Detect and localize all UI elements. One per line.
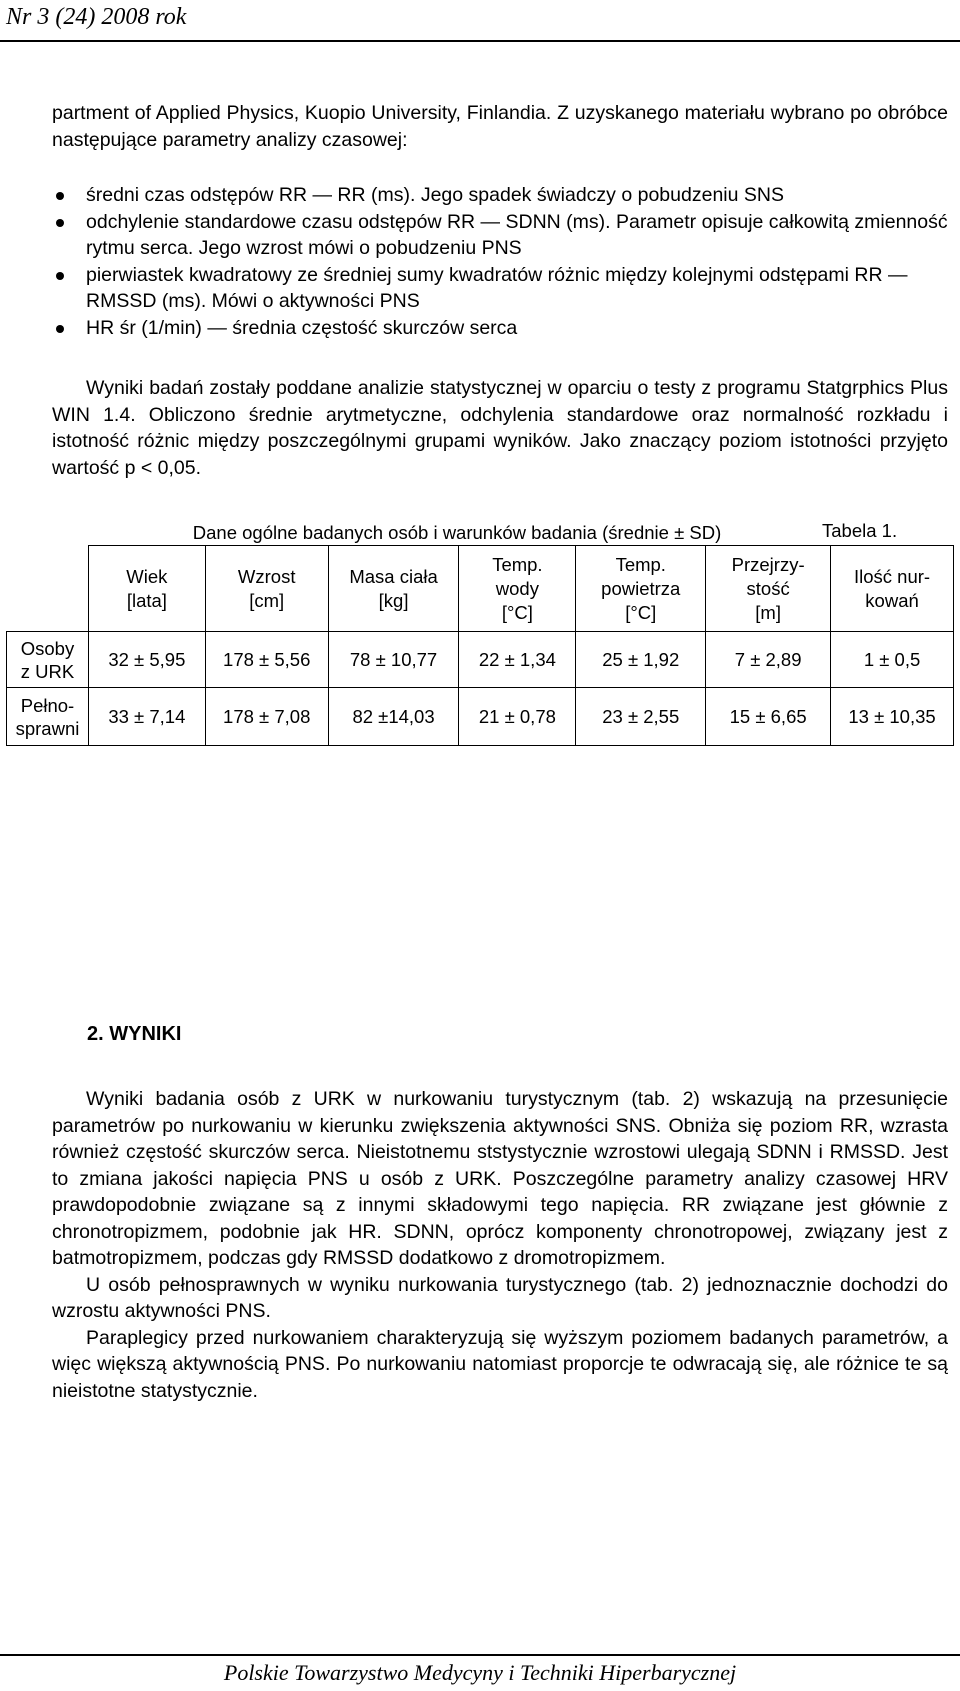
intro-paragraph (52, 100, 948, 153)
bullet-icon (56, 325, 64, 333)
bullet-icon (56, 219, 64, 227)
table-cell: 13 ± 10,35 (831, 688, 954, 746)
parameter-text: odchylenie standardowe czasu odstępów RR — SDNN (ms). Parametr opisuje całkowitą zmienność rytmu serca. Jego wzrost mówi o pobudzeniu PNS (86, 210, 948, 259)
parameter-list (52, 182, 948, 341)
data-table (6, 545, 954, 746)
table-cell: 15 ± 6,65 (706, 688, 831, 746)
table-cell: 178 ± 5,56 (205, 632, 328, 688)
footer-rule (0, 1654, 960, 1656)
table-cell: 23 ± 2,55 (576, 688, 706, 746)
header-water-temp: Temp. wody [°C] (459, 546, 576, 632)
table-cell: 22 ± 1,34 (459, 632, 576, 688)
table-cell: 178 ± 7,08 (205, 688, 328, 746)
row-group-label: Pełno- sprawni (7, 688, 89, 746)
page-header (0, 0, 960, 44)
header-visibility: Przejrzy- stość [m] (706, 546, 831, 632)
table-cell: 33 ± 7,14 (88, 688, 205, 746)
results-paragraph: Wyniki badania osób z URK w nurkowaniu turystycznym (tab. 2) wskazują na przesunięcie parametrów po nurkowaniu w kierunku zwiększenia aktywności SNS. Obniża się poziom RR, wzrasta również częstość skurczów serca. Nieistotnemu ststystycznie wzrostowi ulegają SDNN i RMSSD. Jest to zmiana jakości napięcia PNS u osób z URK. Poszczególne parametry analizy czasowej HRV prawdopodobnie związane są z innymi składowymi tego napięcia. RR związane jest głównie z chronotropizmem, podobnie jak HR. SDNN, oprócz komponenty chronotropowej, związany jest z batmotropizmem, podczas gdy RMSSD dodatkowo z dromotropizmem. (52, 1088, 948, 1269)
header-air-temp: Temp. powietrza [°C] (576, 546, 706, 632)
row-group-label: Osoby z URK (7, 632, 89, 688)
table-corner (7, 546, 89, 632)
parameter-text: średni czas odstępów RR — RR (ms). Jego spadek świadczy o pobudzeniu SNS (86, 184, 784, 206)
table-header-row (7, 546, 954, 632)
table-cell: 7 ± 2,89 (706, 632, 831, 688)
parameter-item (52, 315, 948, 342)
parameter-text: pierwiastek kwadratowy ze średniej sumy kwadratów różnic między kolejnymi odstępami RR — RMSSD (ms). Mówi o aktywności PNS (86, 263, 908, 312)
journal-footer: Polskie Towarzystwo Medycyny i Techniki Hiperbarycznej (223, 1660, 737, 1685)
table-cell: 32 ± 5,95 (88, 632, 205, 688)
section-heading: 2. WYNIKI (87, 1023, 182, 1045)
results-paragraph: Paraplegicy przed nurkowaniem charakteryzują się wyższym poziomem badanych parametrów, a więc większą aktywnością PNS. Po nurkowaniu natomiast proporcje te odwracają się, ale różnice te są nieistotne statystycznie. (52, 1326, 948, 1402)
intro-text: partment of Applied Physics, Kuopio University, Finlandia. Z uzyskanego materiału wybrano po obróbce następujące parametry analizy czasowej: (52, 102, 948, 151)
table-row (7, 688, 954, 746)
table-row (7, 632, 954, 688)
issue-label: Nr 3 (24) 2008 rok (6, 4, 187, 30)
method-paragraph (52, 375, 948, 481)
method-text: Wyniki badań zostały poddane analizie statystycznej w oparciu o testy z programu Statgrphics Plus WIN 1.4. Obliczono średnie arytmetyczne, odchylenia standardowe oraz normalność rozkładu i istotność różnic między poszczególnymi grupami wyników. Jako znaczący poziom istotności przyjęto wartość p < 0,05. (52, 377, 948, 479)
header-age: Wiek [lata] (88, 546, 205, 632)
table-cell: 25 ± 1,92 (576, 632, 706, 688)
header-rule (0, 40, 960, 42)
table-cell: 1 ± 0,5 (831, 632, 954, 688)
header-mass: Masa ciała [kg] (328, 546, 459, 632)
table-label: Tabela 1. (822, 520, 898, 541)
parameter-text: HR śr (1/min) — średnia częstość skurczów serca (86, 316, 518, 339)
table-caption: Dane ogólne badanych osób i warunków badania (średnie ± SD) (192, 522, 722, 543)
bullet-icon (56, 192, 64, 200)
parameter-item (52, 262, 948, 315)
table-cell: 82 ±14,03 (328, 688, 459, 746)
parameter-item (52, 182, 948, 209)
bullet-icon (56, 272, 64, 280)
header-height: Wzrost [cm] (205, 546, 328, 632)
results-section (52, 1086, 948, 1404)
table-cell: 21 ± 0,78 (459, 688, 576, 746)
header-dives: Ilość nur- kowań (831, 546, 954, 632)
results-paragraph: U osób pełnosprawnych w wyniku nurkowania turystycznego (tab. 2) jednoznacznie dochodzi do wzrostu aktywności PNS. (52, 1273, 948, 1322)
table-cell: 78 ± 10,77 (328, 632, 459, 688)
parameter-item (52, 209, 948, 262)
